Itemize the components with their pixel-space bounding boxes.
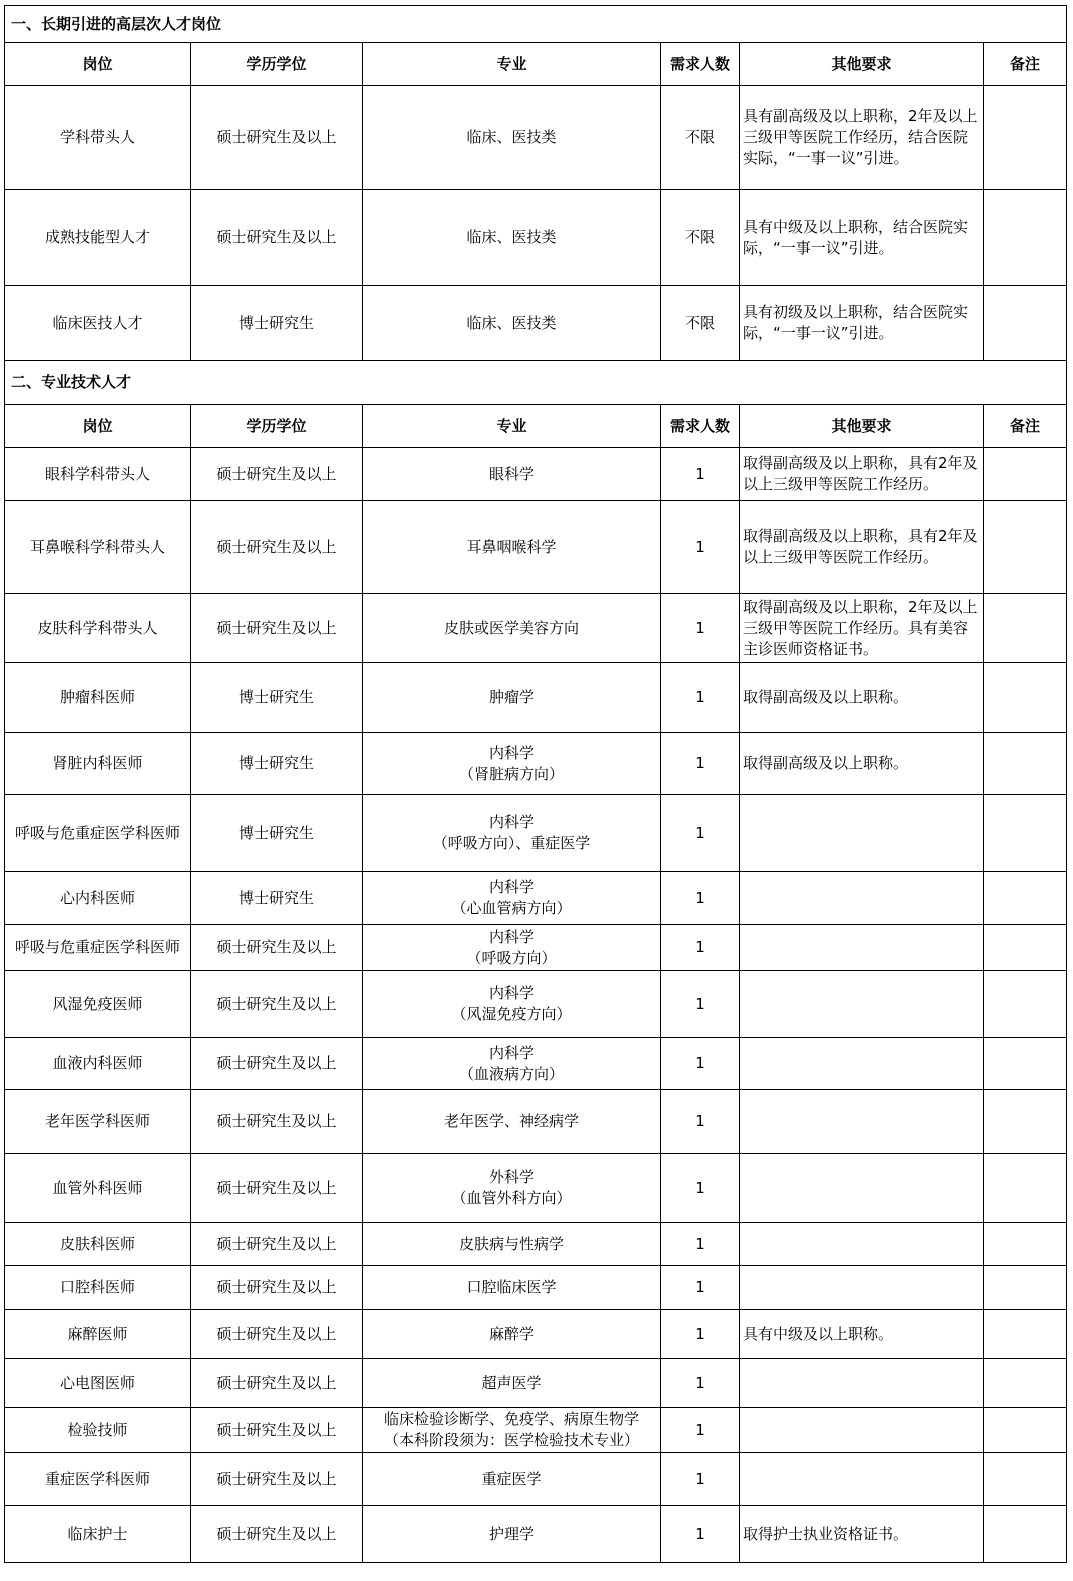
- position-cell: 重症医学科医师: [5, 1453, 191, 1506]
- note-cell: [984, 971, 1067, 1038]
- note-cell: [984, 1154, 1067, 1223]
- count-cell: 1: [661, 501, 740, 594]
- count-cell: 不限: [661, 190, 740, 286]
- count-cell: 1: [661, 733, 740, 795]
- major-cell: 麻醉学: [363, 1310, 661, 1359]
- degree-cell: 硕士研究生及以上: [191, 1223, 363, 1266]
- degree-cell: 博士研究生: [191, 286, 363, 361]
- note-cell: [984, 1038, 1067, 1090]
- count-cell: 1: [661, 872, 740, 925]
- degree-cell: 博士研究生: [191, 733, 363, 795]
- note-cell: [984, 872, 1067, 925]
- degree-cell: 博士研究生: [191, 663, 363, 733]
- requirement-cell: [740, 1408, 984, 1453]
- major-cell: 内科学 （心血管病方向）: [363, 872, 661, 925]
- degree-cell: 硕士研究生及以上: [191, 925, 363, 971]
- position-cell: 心电图医师: [5, 1359, 191, 1408]
- table-row: [5, 1453, 1067, 1506]
- position-cell: 老年医学科医师: [5, 1090, 191, 1154]
- count-cell: 1: [661, 795, 740, 872]
- major-cell: 超声医学: [363, 1359, 661, 1408]
- position-cell: 心内科医师: [5, 872, 191, 925]
- position-cell: 血液内科医师: [5, 1038, 191, 1090]
- count-cell: 1: [661, 663, 740, 733]
- note-cell: [984, 86, 1067, 190]
- major-cell: 肿瘤学: [363, 663, 661, 733]
- header-note: 备注: [984, 405, 1067, 448]
- major-cell: 内科学 （呼吸方向）、重症医学: [363, 795, 661, 872]
- major-cell: 耳鼻咽喉科学: [363, 501, 661, 594]
- note-cell: [984, 448, 1067, 501]
- header-requirement: 其他要求: [740, 43, 984, 86]
- requirement-cell: 取得副高级及以上职称，2年及以上三级甲等医院工作经历。具有美容主诊医师资格证书。: [740, 594, 984, 663]
- requirement-cell: [740, 1223, 984, 1266]
- degree-cell: 硕士研究生及以上: [191, 1266, 363, 1310]
- note-cell: [984, 594, 1067, 663]
- note-cell: [984, 1090, 1067, 1154]
- count-cell: 1: [661, 594, 740, 663]
- note-cell: [984, 1223, 1067, 1266]
- degree-cell: 硕士研究生及以上: [191, 1408, 363, 1453]
- position-cell: 成熟技能型人才: [5, 190, 191, 286]
- position-cell: 临床护士: [5, 1506, 191, 1563]
- major-cell: 口腔临床医学: [363, 1266, 661, 1310]
- table-row: [5, 925, 1067, 971]
- degree-cell: 硕士研究生及以上: [191, 1506, 363, 1563]
- count-cell: 1: [661, 1453, 740, 1506]
- requirement-cell: [740, 1154, 984, 1223]
- requirement-cell: 具有中级及以上职称，结合医院实际，“一事一议”引进。: [740, 190, 984, 286]
- position-cell: 肿瘤科医师: [5, 663, 191, 733]
- requirement-cell: 取得护士执业资格证书。: [740, 1506, 984, 1563]
- count-cell: 1: [661, 971, 740, 1038]
- note-cell: [984, 286, 1067, 361]
- count-cell: 1: [661, 1154, 740, 1223]
- major-cell: 临床检验诊断学、免疫学、病原生物学 （本科阶段须为：医学检验技术专业）: [363, 1408, 661, 1453]
- table-row: [5, 1090, 1067, 1154]
- note-cell: [984, 1310, 1067, 1359]
- requirement-cell: 具有初级及以上职称，结合医院实际，“一事一议”引进。: [740, 286, 984, 361]
- position-cell: 肾脏内科医师: [5, 733, 191, 795]
- table-row: [5, 971, 1067, 1038]
- table-row: [5, 1310, 1067, 1359]
- count-cell: 1: [661, 1359, 740, 1408]
- requirement-cell: [740, 1453, 984, 1506]
- position-cell: 学科带头人: [5, 86, 191, 190]
- degree-cell: 硕士研究生及以上: [191, 1310, 363, 1359]
- major-cell: 临床、医技类: [363, 86, 661, 190]
- note-cell: [984, 733, 1067, 795]
- table-row: [5, 1359, 1067, 1408]
- major-cell: 内科学 （呼吸方向）: [363, 925, 661, 971]
- table-row: [5, 1154, 1067, 1223]
- requirement-cell: 取得副高级及以上职称。: [740, 663, 984, 733]
- header-major: 专业: [363, 43, 661, 86]
- note-cell: [984, 795, 1067, 872]
- position-cell: 眼科学科带头人: [5, 448, 191, 501]
- degree-cell: 硕士研究生及以上: [191, 1154, 363, 1223]
- table-row: [5, 1266, 1067, 1310]
- recruitment-table: [4, 5, 1067, 1563]
- major-cell: 内科学 （肾脏病方向）: [363, 733, 661, 795]
- requirement-cell: [740, 1038, 984, 1090]
- position-cell: 检验技师: [5, 1408, 191, 1453]
- header-count: 需求人数: [661, 43, 740, 86]
- header-row-2: [5, 405, 1067, 448]
- degree-cell: 硕士研究生及以上: [191, 594, 363, 663]
- header-major: 专业: [363, 405, 661, 448]
- degree-cell: 硕士研究生及以上: [191, 1090, 363, 1154]
- degree-cell: 博士研究生: [191, 872, 363, 925]
- count-cell: 1: [661, 925, 740, 971]
- position-cell: 风湿免疫医师: [5, 971, 191, 1038]
- requirement-cell: [740, 971, 984, 1038]
- table-row: [5, 190, 1067, 286]
- degree-cell: 硕士研究生及以上: [191, 190, 363, 286]
- major-cell: 临床、医技类: [363, 286, 661, 361]
- header-requirement: 其他要求: [740, 405, 984, 448]
- note-cell: [984, 1453, 1067, 1506]
- table-row: [5, 448, 1067, 501]
- note-cell: [984, 190, 1067, 286]
- table-row: [5, 663, 1067, 733]
- count-cell: 1: [661, 1038, 740, 1090]
- major-cell: 内科学 （风湿免疫方向）: [363, 971, 661, 1038]
- count-cell: 不限: [661, 86, 740, 190]
- major-cell: 临床、医技类: [363, 190, 661, 286]
- degree-cell: 硕士研究生及以上: [191, 448, 363, 501]
- note-cell: [984, 925, 1067, 971]
- count-cell: 不限: [661, 286, 740, 361]
- major-cell: 护理学: [363, 1506, 661, 1563]
- table-row: [5, 733, 1067, 795]
- major-cell: 外科学 （血管外科方向）: [363, 1154, 661, 1223]
- note-cell: [984, 1506, 1067, 1563]
- count-cell: 1: [661, 448, 740, 501]
- requirement-cell: 具有中级及以上职称。: [740, 1310, 984, 1359]
- header-degree: 学历学位: [191, 43, 363, 86]
- position-cell: 口腔科医师: [5, 1266, 191, 1310]
- count-cell: 1: [661, 1090, 740, 1154]
- header-row-1: [5, 43, 1067, 86]
- degree-cell: 硕士研究生及以上: [191, 501, 363, 594]
- degree-cell: 硕士研究生及以上: [191, 1453, 363, 1506]
- table-row: [5, 1223, 1067, 1266]
- table-row: [5, 795, 1067, 872]
- table-row: [5, 1408, 1067, 1453]
- count-cell: 1: [661, 1266, 740, 1310]
- requirement-cell: [740, 795, 984, 872]
- major-cell: 内科学 （血液病方向）: [363, 1038, 661, 1090]
- count-cell: 1: [661, 1506, 740, 1563]
- table-row: [5, 86, 1067, 190]
- degree-cell: 硕士研究生及以上: [191, 1038, 363, 1090]
- degree-cell: 博士研究生: [191, 795, 363, 872]
- requirement-cell: [740, 872, 984, 925]
- major-cell: 皮肤或医学美容方向: [363, 594, 661, 663]
- note-cell: [984, 1408, 1067, 1453]
- major-cell: 皮肤病与性病学: [363, 1223, 661, 1266]
- requirement-cell: [740, 1359, 984, 1408]
- major-cell: 老年医学、神经病学: [363, 1090, 661, 1154]
- requirement-cell: [740, 925, 984, 971]
- table-row: [5, 501, 1067, 594]
- table-row: [5, 594, 1067, 663]
- position-cell: 呼吸与危重症医学科医师: [5, 795, 191, 872]
- table-row: [5, 872, 1067, 925]
- requirement-cell: [740, 1090, 984, 1154]
- header-position: 岗位: [5, 43, 191, 86]
- position-cell: 耳鼻喉科学科带头人: [5, 501, 191, 594]
- position-cell: 麻醉医师: [5, 1310, 191, 1359]
- requirement-cell: [740, 1266, 984, 1310]
- degree-cell: 硕士研究生及以上: [191, 1359, 363, 1408]
- note-cell: [984, 663, 1067, 733]
- position-cell: 临床医技人才: [5, 286, 191, 361]
- position-cell: 血管外科医师: [5, 1154, 191, 1223]
- count-cell: 1: [661, 1223, 740, 1266]
- position-cell: 皮肤科学科带头人: [5, 594, 191, 663]
- section-1-title: 一、长期引进的高层次人才岗位: [5, 6, 1067, 43]
- degree-cell: 硕士研究生及以上: [191, 86, 363, 190]
- table-row: [5, 286, 1067, 361]
- header-note: 备注: [984, 43, 1067, 86]
- position-cell: 皮肤科医师: [5, 1223, 191, 1266]
- header-position: 岗位: [5, 405, 191, 448]
- note-cell: [984, 501, 1067, 594]
- header-count: 需求人数: [661, 405, 740, 448]
- count-cell: 1: [661, 1310, 740, 1359]
- requirement-cell: 取得副高级及以上职称，具有2年及以上三级甲等医院工作经历。: [740, 448, 984, 501]
- table-row: [5, 1506, 1067, 1563]
- header-degree: 学历学位: [191, 405, 363, 448]
- major-cell: 重症医学: [363, 1453, 661, 1506]
- section-2-title: 二、专业技术人才: [5, 361, 1067, 405]
- table-row: [5, 1038, 1067, 1090]
- degree-cell: 硕士研究生及以上: [191, 971, 363, 1038]
- requirement-cell: 具有副高级及以上职称，2年及以上三级甲等医院工作经历，结合医院实际，“一事一议”引进。: [740, 86, 984, 190]
- count-cell: 1: [661, 1408, 740, 1453]
- note-cell: [984, 1359, 1067, 1408]
- requirement-cell: 取得副高级及以上职称。: [740, 733, 984, 795]
- position-cell: 呼吸与危重症医学科医师: [5, 925, 191, 971]
- major-cell: 眼科学: [363, 448, 661, 501]
- requirement-cell: 取得副高级及以上职称，具有2年及以上三级甲等医院工作经历。: [740, 501, 984, 594]
- note-cell: [984, 1266, 1067, 1310]
